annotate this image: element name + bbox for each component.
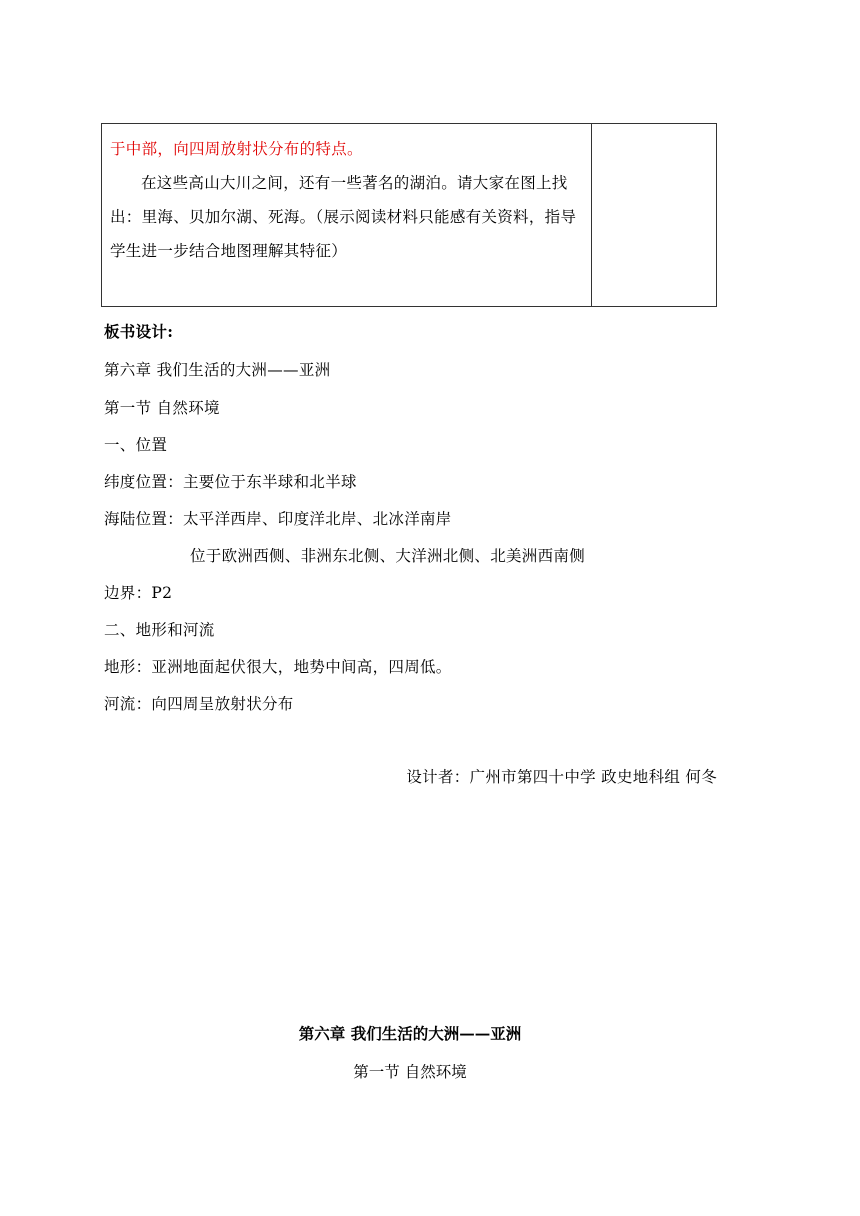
board-terrain: 地形：亚洲地面起伏很大，地势中间高，四周低。 bbox=[104, 658, 452, 676]
next-section-title: 第一节 自然环境 bbox=[353, 1063, 467, 1081]
board-boundary: 边界：P2 bbox=[104, 584, 173, 602]
table-cell-paragraph: 在这些高山大川之间，还有一些著名的湖泊。请大家在图上找出：里海、贝加尔湖、死海。（展示阅读材料只能感有关资料，指导学生进一步结合地图理解其特征） bbox=[110, 174, 577, 260]
board-rivers: 河流：向四周呈放射状分布 bbox=[104, 695, 294, 713]
board-sea-land-continued: 位于欧洲西侧、非洲东北侧、大洋洲北侧、北美洲西南侧 bbox=[190, 547, 586, 565]
board-section: 第一节 自然环境 bbox=[104, 399, 220, 417]
board-sea-land: 海陆位置：太平洋西岸、印度洋北岸、北冰洋南岸 bbox=[104, 510, 452, 528]
board-part-location: 一、位置 bbox=[104, 436, 168, 454]
table-left-cell bbox=[110, 132, 585, 268]
lesson-table bbox=[101, 123, 717, 307]
table-cell-red-line: 于中部，向四周放射状分布的特点。 bbox=[110, 140, 363, 158]
board-design-heading: 板书设计: bbox=[104, 322, 174, 341]
board-part-terrain-rivers: 二、地形和河流 bbox=[104, 621, 215, 639]
board-latitude: 纬度位置：主要位于东半球和北半球 bbox=[104, 473, 357, 491]
designer-credit: 设计者：广州市第四十中学 政史地科组 何冬 bbox=[406, 768, 717, 786]
next-chapter-title: 第六章 我们生活的大洲——亚洲 bbox=[298, 1024, 522, 1043]
table-column-divider bbox=[591, 124, 592, 306]
board-chapter: 第六章 我们生活的大洲——亚洲 bbox=[104, 361, 331, 379]
